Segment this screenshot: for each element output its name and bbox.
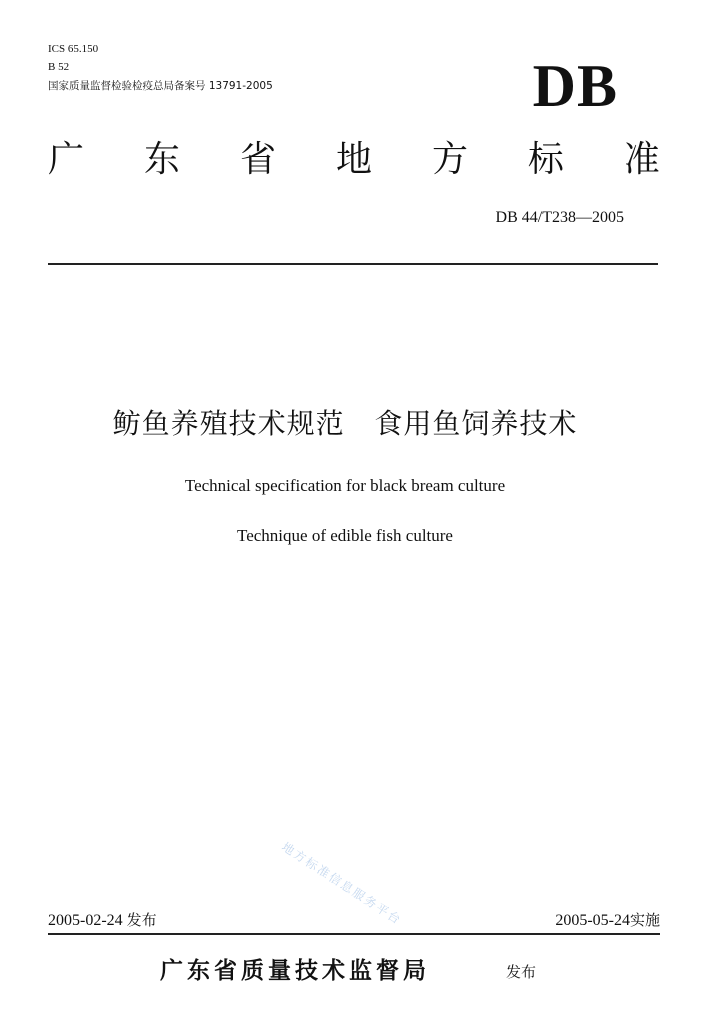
top-divider [48, 263, 658, 265]
standard-title-char: 东 [143, 139, 180, 180]
document-subtitle-en: Technique of edible fish culture [237, 526, 453, 545]
watermark: 地方标准信息服务平台 [279, 839, 405, 928]
standard-title-char: 省 [239, 139, 276, 180]
standard-number: DB 44/T238—2005 [495, 209, 624, 226]
issue-date [48, 910, 157, 931]
ics-code: ICS 65.150 [48, 43, 99, 55]
record-number: 国家质量监督检验检疫总局备案号 13791-2005 [48, 80, 273, 92]
standard-title [48, 138, 660, 182]
standard-title-char: 标 [527, 139, 564, 180]
standard-title-char: 方 [431, 139, 468, 180]
implement-date-value: 2005-05-24 [555, 912, 630, 929]
standard-title-char: 准 [623, 139, 660, 180]
publish-label: 发布 [506, 963, 537, 981]
document-title-cn: 鲂鱼养殖技术规范 食用鱼饲养技术 [112, 407, 578, 440]
bottom-divider [48, 933, 660, 935]
ccs-code: B 52 [48, 61, 70, 73]
publisher: 广东省质量技术监督局 [160, 958, 430, 984]
db-logo: DB [532, 53, 618, 119]
document-title-en: Technical specification for black bream culture [184, 476, 506, 495]
implement-date [555, 910, 660, 931]
standard-title-char: 广 [48, 139, 85, 180]
issue-date-value: 2005-02-24 [48, 912, 123, 929]
issue-date-label: 发布 [126, 911, 157, 929]
standard-title-char: 地 [335, 139, 372, 180]
implement-date-label: 实施 [629, 911, 660, 929]
